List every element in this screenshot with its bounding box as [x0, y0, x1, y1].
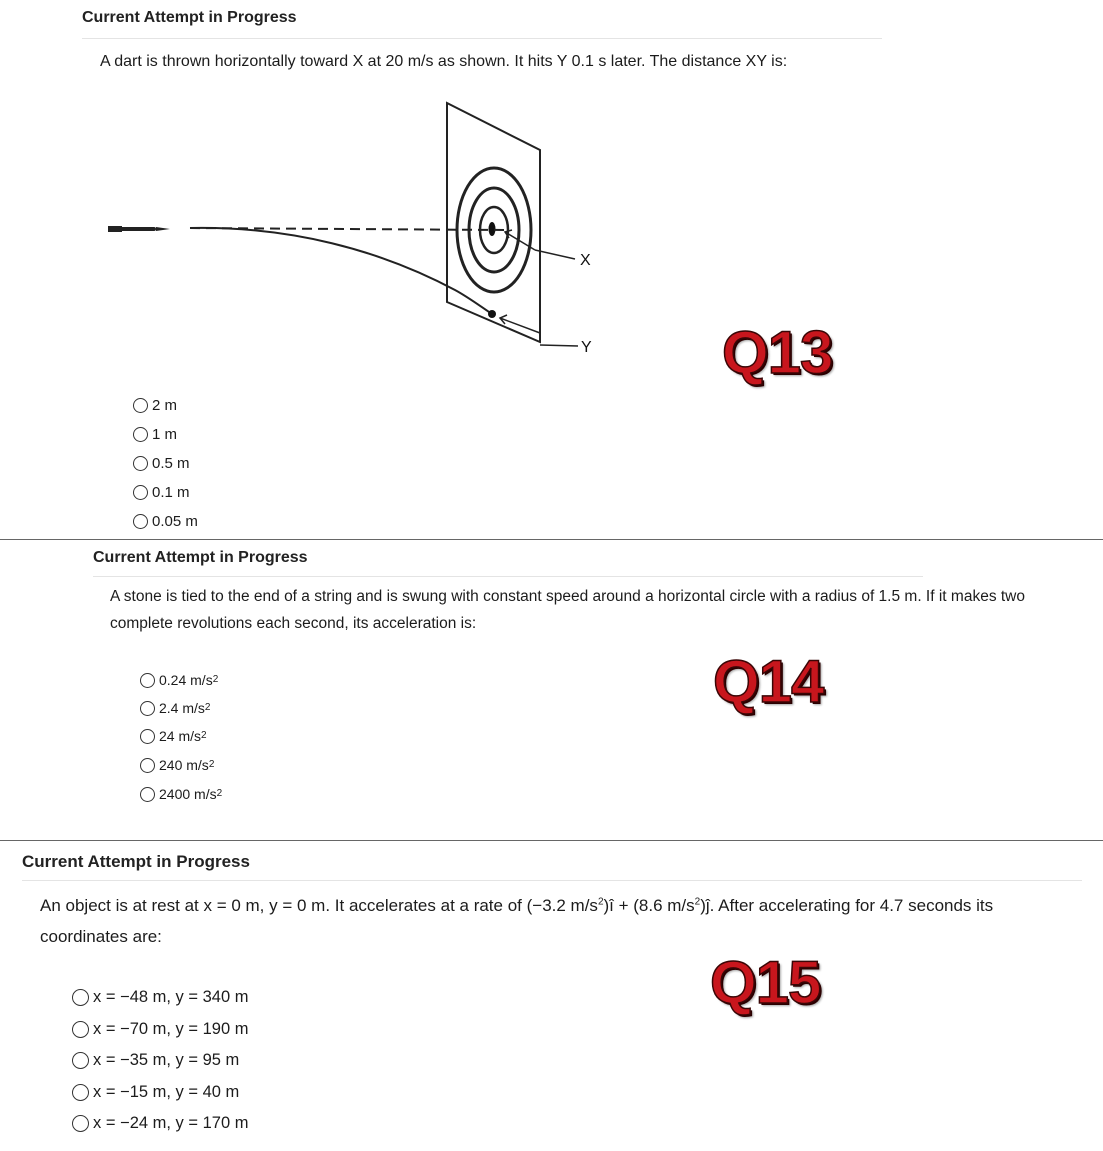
q14-header: Current Attempt in Progress	[93, 549, 308, 566]
q14-option-3[interactable]: 24 m/s 2	[140, 728, 207, 744]
q14-question-line-1: A stone is tied to the end of a string and is swung with constant speed around a horizontal circle with a radius of 1.5 m. If it makes two	[110, 588, 1025, 605]
hit-point-y	[488, 310, 496, 318]
radio-button[interactable]	[133, 485, 148, 500]
q13-option-4[interactable]: 0.1 m	[133, 484, 190, 501]
q14-question-line-2: complete revolutions each second, its acceleration is:	[110, 615, 477, 632]
q13-option-1[interactable]: 2 m	[133, 397, 177, 414]
radio-button[interactable]	[72, 1084, 89, 1101]
divider	[0, 539, 1103, 540]
q15-header: Current Attempt in Progress	[22, 852, 250, 871]
q15-option-4[interactable]: x = −15 m, y = 40 m	[72, 1083, 239, 1102]
radio-button[interactable]	[133, 427, 148, 442]
label-y: Y	[581, 339, 592, 356]
q13-question: A dart is thrown horizontally toward X at 20 m/s as shown. It hits Y 0.1 s later. The distance XY is:	[100, 53, 788, 70]
q14-option-2[interactable]: 2.4 m/s 2	[140, 700, 210, 716]
q15-tag: Q15	[710, 949, 821, 1016]
q14-option-1[interactable]: 0.24 m/s 2	[140, 672, 218, 688]
q14-option-4[interactable]: 240 m/s 2	[140, 757, 214, 773]
dart-icon	[108, 226, 170, 232]
radio-button[interactable]	[72, 989, 89, 1006]
q15-option-5[interactable]: x = −24 m, y = 170 m	[72, 1114, 248, 1133]
q13-option-5[interactable]: 0.05 m	[133, 513, 198, 530]
q15-option-2[interactable]: x = −70 m, y = 190 m	[72, 1020, 248, 1039]
radio-button[interactable]	[140, 701, 155, 716]
radio-button[interactable]	[140, 673, 155, 688]
radio-button[interactable]	[72, 1021, 89, 1038]
q13-tag: Q13	[722, 319, 833, 386]
q14-tag: Q14	[713, 648, 824, 715]
radio-button[interactable]	[72, 1115, 89, 1132]
target-board	[447, 103, 540, 342]
q15-option-1[interactable]: x = −48 m, y = 340 m	[72, 988, 248, 1007]
radio-button[interactable]	[72, 1052, 89, 1069]
radio-button[interactable]	[133, 514, 148, 529]
q13-option-2[interactable]: 1 m	[133, 426, 177, 443]
q13-option-3[interactable]: 0.5 m	[133, 455, 190, 472]
q13-header: Current Attempt in Progress	[82, 9, 297, 26]
radio-button[interactable]	[140, 787, 155, 802]
dart-diagram	[100, 95, 620, 365]
q15-question-line-1: An object is at rest at x = 0 m, y = 0 m. It accelerates at a rate of (−3.2 $m/s^2)î + (8.6$ $m/s^2)ĵ$. After accelerating for 4.7 seconds its	[40, 896, 994, 915]
radio-button[interactable]	[140, 758, 155, 773]
q15-option-3[interactable]: x = −35 m, y = 95 m	[72, 1051, 239, 1070]
q15-question-line-2: coordinates are:	[40, 927, 162, 946]
radio-button[interactable]	[133, 456, 148, 471]
radio-button[interactable]	[133, 398, 148, 413]
divider	[0, 840, 1103, 841]
q14-option-5[interactable]: 2400 m/s 2	[140, 786, 222, 802]
label-x: X	[580, 252, 591, 269]
radio-button[interactable]	[140, 729, 155, 744]
